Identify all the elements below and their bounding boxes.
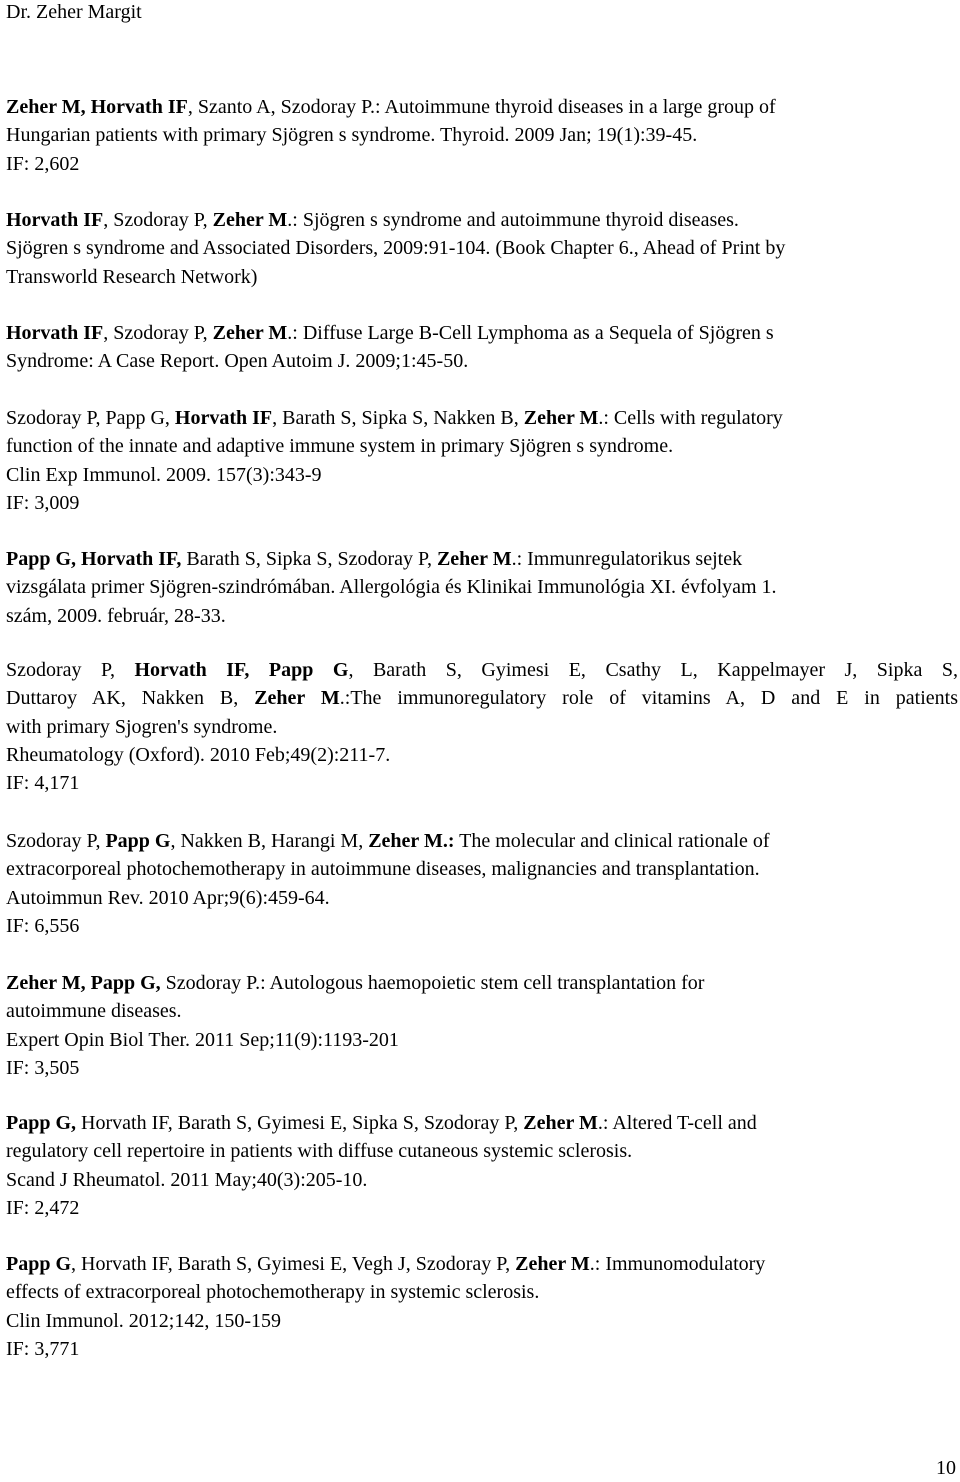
publication-entry	[6, 545, 958, 630]
citation-text: .: Altered T-cell and	[597, 1112, 757, 1134]
publication-entry	[6, 1109, 958, 1222]
citation-line	[6, 684, 958, 712]
citation-text: .: Immunomodulatory	[589, 1253, 766, 1275]
citation-line	[6, 912, 958, 940]
author-highlight: Papp G	[105, 830, 171, 852]
citation-line	[6, 1278, 958, 1306]
citation-line	[6, 545, 958, 573]
citation-line	[6, 969, 958, 997]
citation-text: IF: 4,171	[6, 772, 80, 795]
author-highlight: Horvath IF	[174, 407, 273, 429]
citation-line	[6, 1054, 958, 1082]
author-highlight: Zeher M	[523, 407, 599, 429]
page-header-author: Dr. Zeher Margit	[6, 1, 142, 23]
citation-text: vizsgálata primer Sjögren-szindrómában. Allergológia és Klinikai Immunológia XI. évfolyam 1.	[6, 576, 777, 599]
citation-text: .: Immunregulatorikus sejtek	[511, 548, 743, 570]
citation-text: Szodoray P,	[6, 830, 106, 852]
citation-text: Clin Immunol. 2012;142, 150-159	[6, 1309, 281, 1332]
author-highlight: Horvath IF, Papp G	[134, 659, 349, 681]
citation-line	[6, 404, 958, 432]
citation-line	[6, 206, 958, 234]
citation-text: , Szanto A, Szodoray P.: Autoimmune thyroid diseases in a large group of	[187, 96, 776, 118]
citation-text: function of the innate and adaptive immune system in primary Sjögren s syndrome.	[6, 435, 674, 458]
publication-entry	[6, 93, 958, 178]
citation-line	[6, 997, 958, 1025]
citation-text: Szodoray P,	[6, 659, 135, 681]
citation-text: , Szodoray P,	[103, 209, 213, 231]
author-highlight: Papp G,	[6, 1112, 77, 1134]
citation-text: szám, 2009. február, 28-33.	[6, 604, 226, 627]
publication-entry	[6, 827, 958, 940]
citation-line	[6, 602, 958, 630]
citation-text: , Barath S, Gyimesi E, Csathy L, Kappelmayer J, Sipka S,	[348, 659, 958, 681]
citation-line	[6, 769, 958, 797]
citation-text: with primary Sjogren's syndrome.	[6, 715, 278, 738]
citation-line	[6, 1137, 958, 1165]
citation-text: IF: 6,556	[6, 914, 80, 937]
citation-text: Barath S, Sipka S, Szodoray P,	[181, 548, 437, 570]
author-highlight: Zeher M	[515, 1253, 590, 1275]
citation-text: .: Diffuse Large B-Cell Lymphoma as a Sequela of Sjögren s	[287, 322, 774, 344]
citation-line	[6, 1109, 958, 1137]
author-highlight: Papp G	[6, 1253, 72, 1275]
publication-entry	[6, 319, 958, 376]
citation-text: Transworld Research Network)	[6, 265, 258, 288]
citation-text: .:The immunoregulatory role of vitamins A, D and E in patients	[339, 687, 959, 710]
citation-text: effects of extracorporeal photochemotherapy in systemic sclerosis.	[6, 1281, 540, 1304]
citation-text: Scand J Rheumatol. 2011 May;40(3):205-10.	[6, 1168, 368, 1191]
citation-line	[6, 234, 958, 262]
citation-line	[6, 713, 958, 741]
citation-text: extracorporeal photochemotherapy in autoimmune diseases, malignancies and transplantation.	[6, 858, 760, 881]
author-highlight: Papp G, Horvath IF,	[6, 548, 182, 570]
author-highlight: Zeher M	[523, 1112, 598, 1134]
citation-line	[6, 741, 958, 769]
author-highlight: Zeher M.:	[368, 830, 455, 852]
citation-text: Sjögren s syndrome and Associated Disorders, 2009:91-104. (Book Chapter 6., Ahead of Print by	[6, 237, 786, 260]
author-highlight: Zeher M	[436, 548, 512, 570]
citation-text: IF: 3,771	[6, 1337, 80, 1360]
author-highlight: Horvath IF	[6, 322, 104, 344]
citation-line	[6, 1335, 958, 1363]
citation-line	[6, 432, 958, 460]
citation-text: Hungarian patients with primary Sjögren s syndrome. Thyroid. 2009 Jan; 19(1):39-45.	[6, 124, 698, 147]
citation-line	[6, 573, 958, 601]
citation-text: IF: 3,505	[6, 1056, 80, 1079]
publication-entry	[6, 404, 958, 517]
citation-text: Duttaroy AK, Nakken B,	[6, 687, 255, 710]
citation-text: Szodoray P.: Autologous haemopoietic stem cell transplantation for	[160, 972, 705, 994]
citation-line	[6, 827, 958, 855]
citation-line	[6, 150, 958, 178]
publication-entry	[6, 969, 958, 1082]
citation-line	[6, 461, 958, 489]
author-highlight: Zeher M	[254, 687, 340, 710]
citation-line	[6, 347, 958, 375]
citation-text: IF: 2,472	[6, 1196, 80, 1219]
citation-line	[6, 489, 958, 517]
publication-entry	[6, 656, 958, 797]
citation-line	[6, 884, 958, 912]
author-highlight: Zeher M	[212, 322, 288, 344]
citation-text: The molecular and clinical rationale of	[454, 830, 770, 852]
citation-text: Syndrome: A Case Report. Open Autoim J. 2009;1:45-50.	[6, 350, 469, 373]
author-highlight: Zeher M, Papp G,	[6, 972, 161, 994]
citation-text: IF: 3,009	[6, 491, 80, 514]
citation-text: Horvath IF, Barath S, Gyimesi E, Sipka S, Szodoray P,	[76, 1112, 524, 1134]
citation-line	[6, 1307, 958, 1335]
citation-text: .: Sjögren s syndrome and autoimmune thyroid diseases.	[287, 209, 739, 231]
author-highlight: Zeher M, Horvath IF	[6, 96, 188, 118]
citation-line	[6, 319, 958, 347]
citation-text: autoimmune diseases.	[6, 1000, 182, 1023]
page-number: 10	[936, 1457, 956, 1479]
citation-text: IF: 2,602	[6, 152, 80, 175]
citation-line	[6, 1250, 958, 1278]
citation-text: .: Cells with regulatory	[598, 407, 783, 429]
citation-line	[6, 1166, 958, 1194]
citation-text: Autoimmun Rev. 2010 Apr;9(6):459-64.	[6, 886, 330, 909]
citation-text: regulatory cell repertoire in patients with diffuse cutaneous systemic sclerosis.	[6, 1140, 633, 1163]
publication-entry	[6, 206, 958, 291]
citation-line	[6, 1194, 958, 1222]
citation-line	[6, 1026, 958, 1054]
citation-text: Rheumatology (Oxford). 2010 Feb;49(2):211-7.	[6, 743, 391, 766]
citation-text: , Horvath IF, Barath S, Gyimesi E, Vegh J, Szodoray P,	[71, 1253, 516, 1275]
author-highlight: Horvath IF	[6, 209, 104, 231]
citation-line	[6, 855, 958, 883]
citation-line	[6, 93, 958, 121]
citation-text: , Nakken B, Harangi M,	[170, 830, 369, 852]
publication-entry	[6, 1250, 958, 1363]
citation-text: Expert Opin Biol Ther. 2011 Sep;11(9):1193-201	[6, 1028, 399, 1051]
citation-line	[6, 121, 958, 149]
citation-line	[6, 263, 958, 291]
author-highlight: Zeher M	[212, 209, 288, 231]
citation-text: , Barath S, Sipka S, Nakken B,	[272, 407, 524, 429]
citation-text: Szodoray P, Papp G,	[6, 407, 175, 429]
citation-line	[6, 656, 958, 684]
citation-text: , Szodoray P,	[103, 322, 213, 344]
citation-text: Clin Exp Immunol. 2009. 157(3):343-9	[6, 463, 322, 486]
